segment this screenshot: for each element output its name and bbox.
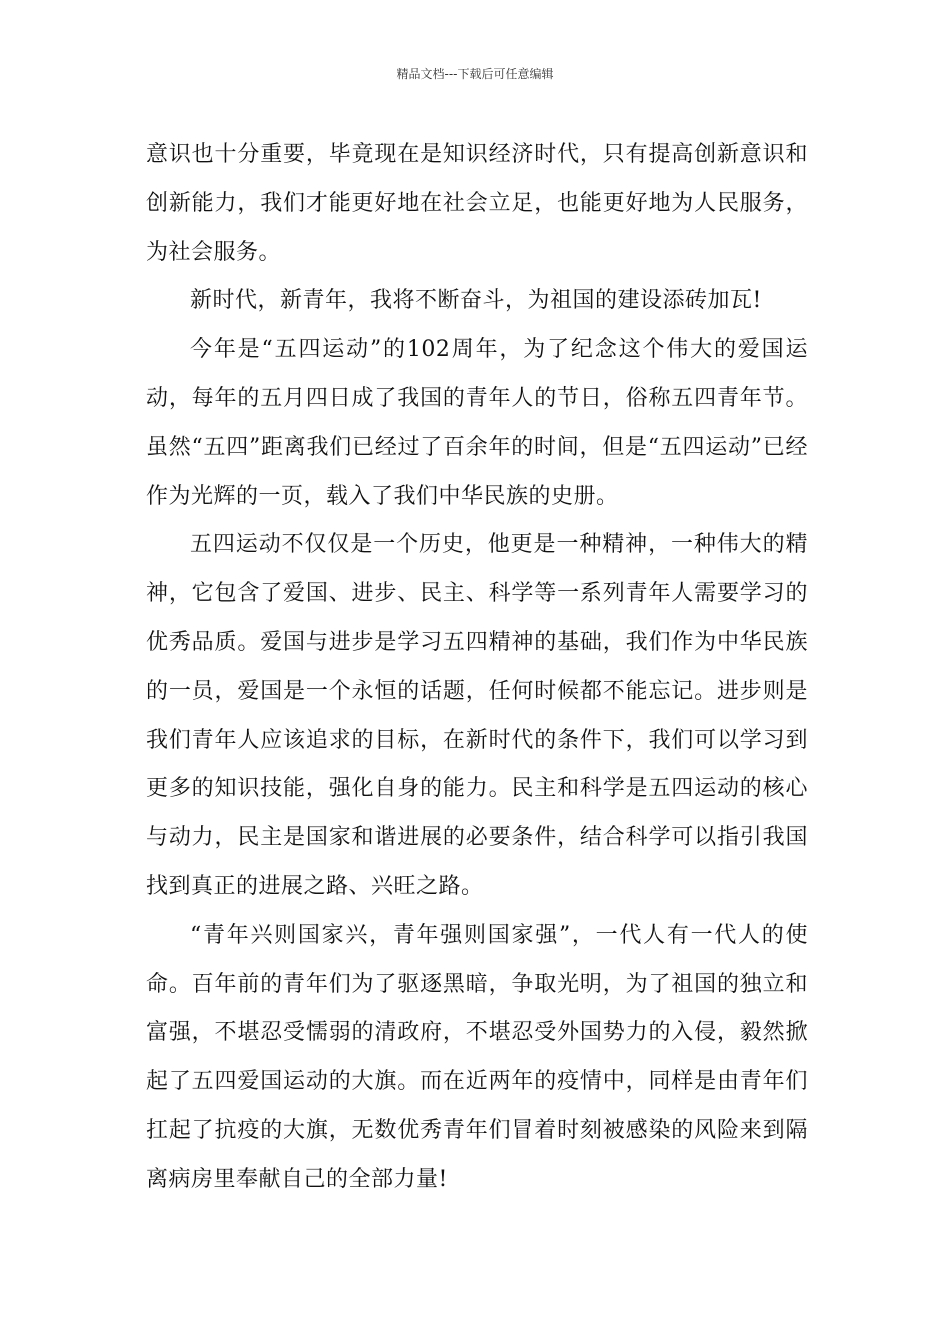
- paragraph: 五四运动不仅仅是一个历史，他更是一种精神，一种伟大的精神，它包含了爱国、进步、民主、科学等一系列青年人需要学习的优秀品质。爱国与进步是学习五四精神的基础，我们作为中华民族的一员，爱国是一个永恒的话题，任何时候都不能忘记。进步则是我们青年人应该追求的目标，在新时代的条件下，我们可以学习到更多的知识技能，强化自身的能力。民主和科学是五四运动的核心与动力，民主是国家和谐进展的必要条件，结合科学可以指引我国找到真正的进展之路、兴旺之路。: [146, 532, 808, 899]
- paragraph: “青年兴则国家兴，青年强则国家强”，一代人有一代人的使命。百年前的青年们为了驱逐黑暗，争取光明，为了祖国的独立和富强，不堪忍受懦弱的清政府，不堪忍受外国势力的入侵，毅然掀起了五四爱国运动的大旗。而在近两年的疫情中，同样是由青年们扛起了抗疫的大旗，无数优秀青年们冒着时刻被感染的风险来到隔离病房里奉献自己的全部力量!: [146, 922, 808, 1192]
- document-body: [146, 131, 808, 1205]
- paragraph: 意识也十分重要，毕竟现在是知识经济时代，只有提高创新意识和创新能力，我们才能更好地在社会立足，也能更好地为人民服务，为社会服务。: [146, 142, 808, 265]
- page-header: 精品文档---下载后可任意编辑: [396, 67, 554, 81]
- paragraph: 新时代，新青年，我将不断奋斗，为祖国的建设添砖加瓦!: [190, 288, 762, 314]
- paragraph: 今年是“五四运动”的102周年，为了纪念这个伟大的爱国运动，每年的五月四日成了我国的青年人的节日，俗称五四青年节。虽然“五四”距离我们已经过了百余年的时间，但是“五四运动”已经作为光辉的一页，载入了我们中华民族的史册。: [146, 337, 808, 509]
